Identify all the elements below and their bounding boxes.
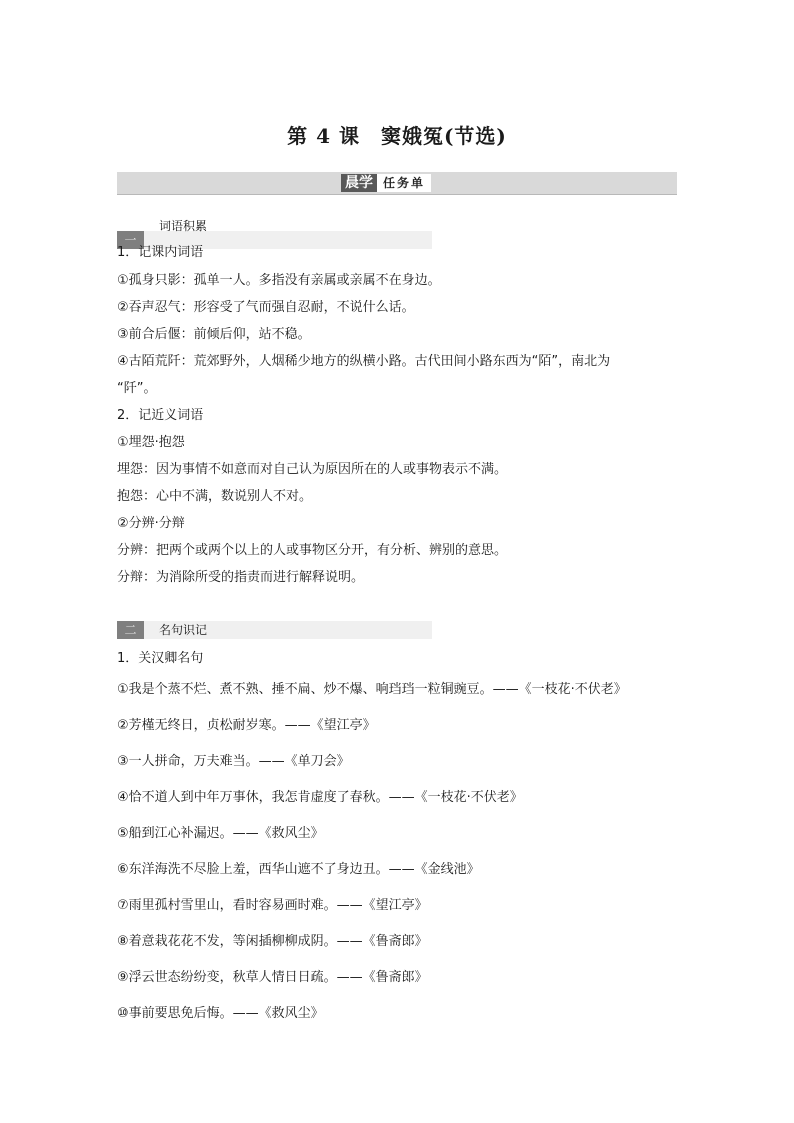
list-item: 分辨：把两个或两个以上的人或事物区分开，有分析、辨别的意思。 <box>117 543 508 558</box>
list-item: 埋怨：因为事情不如意而对自己认为原因所在的人或事物表示不满。 <box>117 462 508 477</box>
quote-item: ⑧着意栽花花不发，等闲插柳柳成阴。——《鲁斋郎》 <box>117 934 428 949</box>
page-title: 第 4 课 窦娥冤(节选) <box>287 124 507 148</box>
quote-item: ⑨浮云世态纷纷变，秋草人情日日疏。——《鲁斋郎》 <box>117 970 428 985</box>
banner-main-label: 晨学 <box>341 174 377 192</box>
list-item: ①孤身只影：孤单一人。多指没有亲属或亲属不在身边。 <box>117 273 441 288</box>
banner-sub-label: 任务单 <box>377 174 431 192</box>
banner-label-group <box>341 174 431 192</box>
section-number-badge: 一 <box>117 231 144 249</box>
section-label: 名句识记 <box>159 623 208 637</box>
list-item: ④古陌荒阡：荒郊野外，人烟稀少地方的纵横小路。古代田间小路东西为“陌”，南北为 <box>117 354 611 369</box>
list-item: ③前合后偃：前倾后仰，站不稳。 <box>117 327 311 342</box>
quote-item: ②芳槿无终日，贞松耐岁寒。——《望江亭》 <box>117 718 376 733</box>
section-label: 词语积累 <box>159 219 208 233</box>
list-item: 抱怨：心中不满，数说别人不对。 <box>117 489 313 504</box>
section-banner <box>117 172 677 195</box>
subheading: 1．关汉卿名句 <box>117 651 204 666</box>
quote-item: ⑩事前要思免后悔。——《救风尘》 <box>117 1006 324 1021</box>
quote-item: ⑦雨里孤村雪里山，看时容易画时难。——《望江亭》 <box>117 898 428 913</box>
quote-item: ⑤船到江心补漏迟。——《救风尘》 <box>117 826 324 841</box>
list-item: ②分辨·分辩 <box>117 516 185 531</box>
list-item: 分辩：为消除所受的指责而进行解释说明。 <box>117 570 365 585</box>
list-item: ①埋怨·抱怨 <box>117 435 185 450</box>
quote-item: ③一人拼命，万夫难当。——《单刀会》 <box>117 754 350 769</box>
subheading: 1．记课内词语 <box>117 245 204 260</box>
list-item: ②吞声忍气：形容受了气而强自忍耐，不说什么话。 <box>117 300 415 315</box>
section-number-badge: 二 <box>117 621 144 639</box>
quote-item: ⑥东洋海洗不尽脸上羞，西华山遮不了身边丑。——《金线池》 <box>117 862 480 877</box>
section-header-quotes <box>117 621 432 639</box>
quote-item: ①我是个蒸不烂、煮不熟、捶不扁、炒不爆、响珰珰一粒铜豌豆。——《一枝花·不伏老》 <box>117 682 627 697</box>
list-item-continuation: “阡”。 <box>117 381 157 396</box>
subheading: 2．记近义词语 <box>117 408 204 423</box>
quote-item: ④恰不道人到中年万事休，我怎肯虚度了春秋。——《一枝花·不伏老》 <box>117 790 523 805</box>
